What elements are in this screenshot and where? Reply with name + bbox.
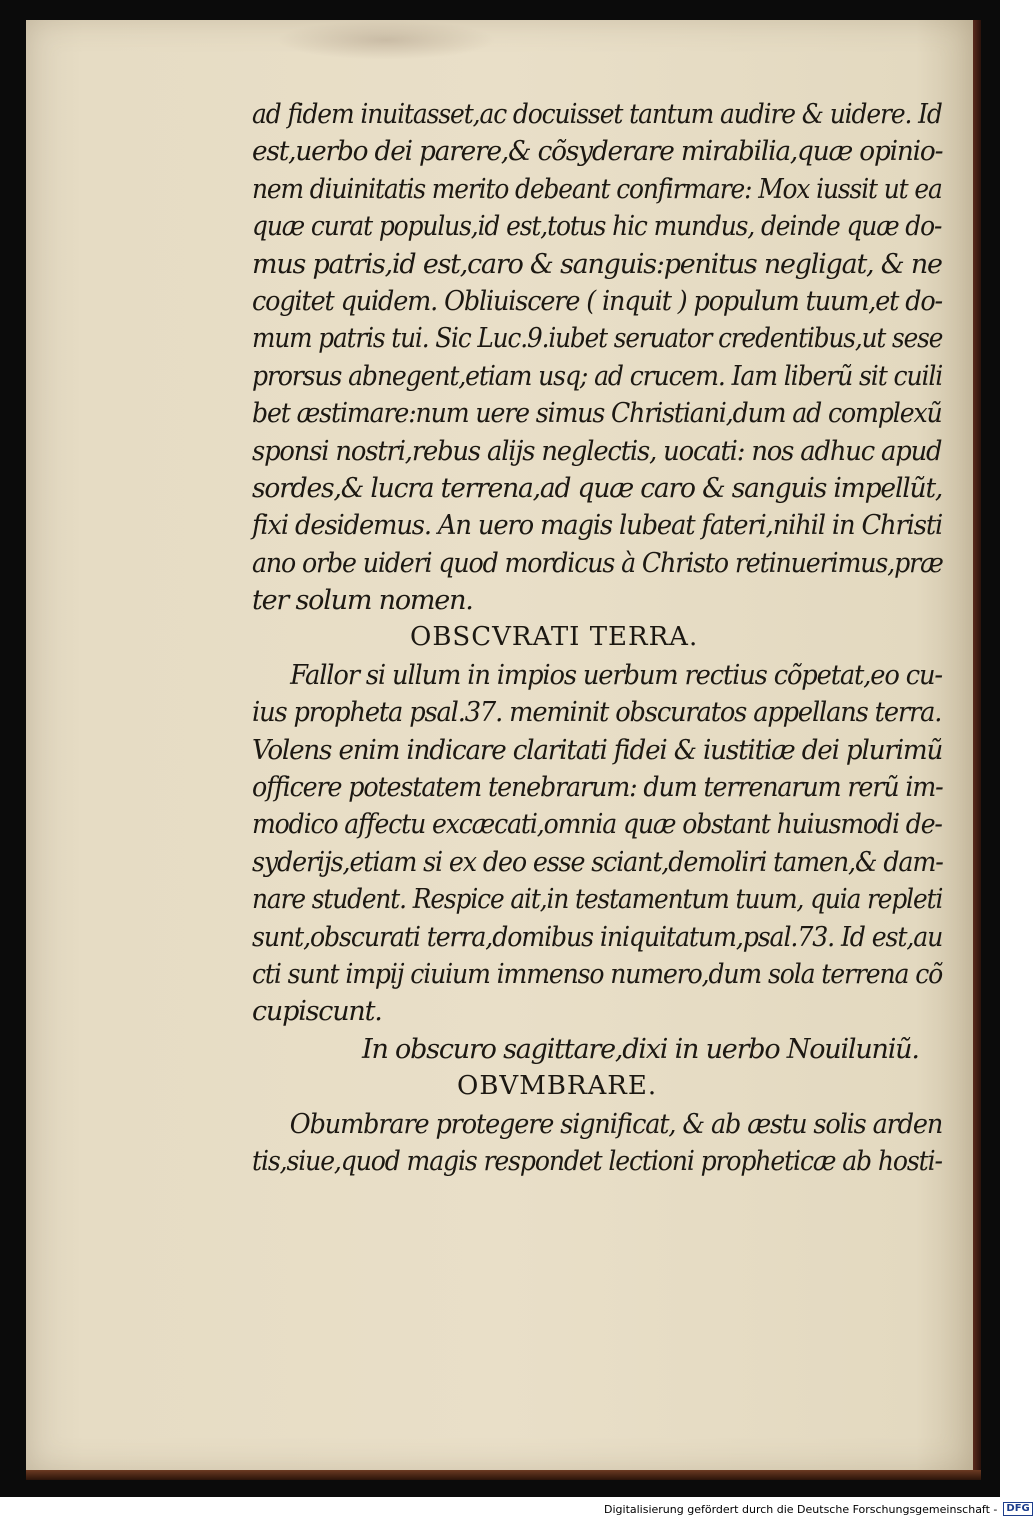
text-line: syderijs,etiam si ex deo esse sciant,demoliri tamen,& dam- xyxy=(252,846,943,878)
text-line: nem diuinitatis merito debeant confirmare: Mox iussit ut ea xyxy=(252,173,942,205)
text-line: est,uerbo dei parere,& cõsyderare mirabilia,quæ opinio- xyxy=(252,136,943,168)
dfg-logo: DFG xyxy=(1003,1502,1032,1516)
text-line: ano orbe uideri quod mordicus à Christo retinuerimus,præ xyxy=(252,547,943,579)
text-line: ius propheta psal.37. meminit obscuratos appellans terra. xyxy=(252,697,942,729)
digitization-credit xyxy=(604,1500,1033,1518)
text-line: mus patris,id est,caro & sanguis:penitus negligat, & ne xyxy=(252,248,942,280)
text-line: cogitet quidem. Obliuiscere ( inquit ) populum tuum,et do- xyxy=(252,285,943,317)
text-line: fixi desidemus. An uero magis lubeat fateri,nihil in Christi xyxy=(252,510,943,542)
book-spine-edge xyxy=(973,20,981,1470)
text-line: ad fidem inuitasset,ac docuisset tantum audire & uidere. Id xyxy=(252,99,942,130)
page-text xyxy=(252,96,942,1180)
text-line: prorsus abnegent,etiam usq; ad crucem. Iam liberũ sit cuili xyxy=(252,360,943,392)
text-line: cti sunt impij ciuium immenso numero,dum sola terrena cõ xyxy=(252,958,943,990)
text-line: mum patris tui. Sic Luc.9.iubet seruator credentibus,ut sese xyxy=(252,323,943,355)
section-heading: OBVMBRARE. xyxy=(457,1071,658,1102)
section-heading: OBSCVRATI TERRA. xyxy=(410,622,699,653)
book-bottom-edge xyxy=(26,1470,981,1480)
quote-line: In obscuro sagittare,dixi in uerbo Nouiluniũ. xyxy=(362,1033,919,1065)
text-line: Volens enim indicare claritati fidei & iustitiæ dei plurimũ xyxy=(252,734,943,766)
text-line: nare student. Respice ait,in testamentum tuum, quia repleti xyxy=(252,884,943,916)
text-line: ter solum nomen. xyxy=(252,585,473,617)
text-line: tis,siue,quod magis respondet lectioni propheticæ ab hosti- xyxy=(252,1145,942,1177)
text-line: modico affectu excæcati,omnia quæ obstant huiusmodi de- xyxy=(252,809,942,841)
credit-text: Digitalisierung gefördert durch die Deutsche Forschungsgemeinschaft - xyxy=(604,1502,998,1516)
text-line: sponsi nostri,rebus alijs neglectis, uocati: nos adhuc apud xyxy=(252,435,942,467)
text-line: cupiscunt. xyxy=(252,996,382,1028)
text-line: Obumbrare protegere significat, & ab æstu solis arden xyxy=(289,1108,943,1140)
text-line: Fallor si ullum in impios uerbum rectius cõpetat,eo cu- xyxy=(290,659,942,691)
text-line: officere potestatem tenebrarum: dum terrenarum rerũ im- xyxy=(252,772,943,804)
text-line: sordes,& lucra terrena,ad quæ caro & sanguis impellũt, xyxy=(252,472,943,504)
text-line: sunt,obscurati terra,domibus iniquitatum,psal.73. Id est,au xyxy=(252,921,943,953)
text-line: quæ curat populus,id est,totus hic mundus, deinde quæ do- xyxy=(252,211,942,243)
text-line: bet æstimare:num uere simus Christiani,dum ad complexũ xyxy=(252,398,942,430)
